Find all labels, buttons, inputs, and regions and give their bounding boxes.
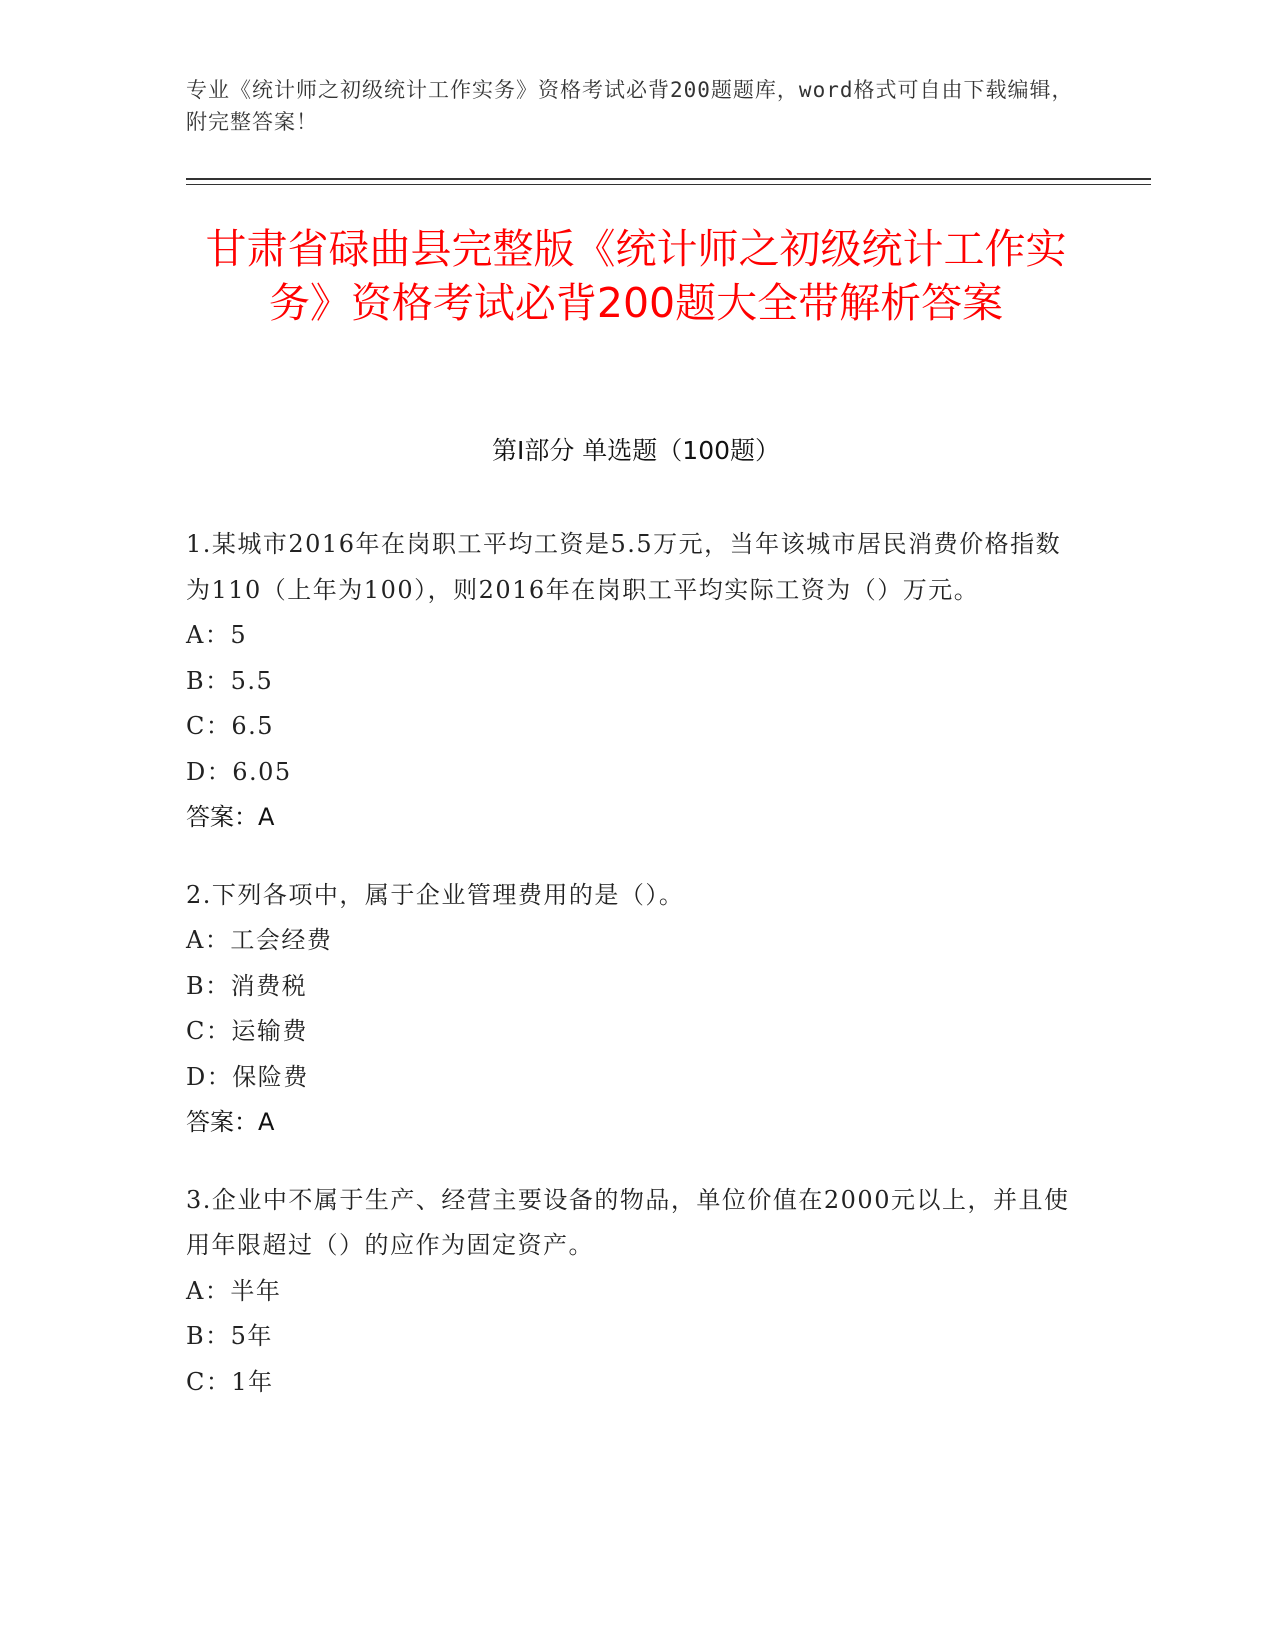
- option-c: C：6.5: [186, 712, 275, 740]
- question-text: 2.下列各项中，属于企业管理费用的是（）。: [186, 880, 685, 909]
- header-divider-thick: [186, 178, 1151, 180]
- question-3: [186, 1178, 1086, 1406]
- question-2: [186, 873, 1086, 1146]
- document-title: 甘肃省碌曲县完整版《统计师之初级统计工作实务》资格考试必背200题大全带解析答案: [205, 225, 1067, 327]
- option-a: A：5: [186, 621, 248, 649]
- header-divider-thin: [186, 184, 1151, 185]
- question-text: 3.企业中不属于生产、经营主要设备的物品，单位价值在2000元以上，并且使用年限超过（）的应作为固定资产。: [186, 1185, 1070, 1259]
- option-c: C：1年: [186, 1367, 274, 1396]
- option-b: B：消费税: [186, 971, 308, 1000]
- section-heading: 第I部分 单选题（100题）: [491, 436, 781, 465]
- option-c: C：运输费: [186, 1017, 308, 1045]
- option-b: B：5年: [186, 1322, 273, 1350]
- option-b: B：5.5: [186, 666, 274, 695]
- option-a: A：半年: [186, 1276, 282, 1305]
- answer: 答案：A: [186, 1108, 275, 1136]
- option-d: D：6.05: [186, 757, 292, 786]
- answer: 答案：A: [186, 803, 275, 831]
- header-note: 专业《统计师之初级统计工作实务》资格考试必背200题题库，word格式可自由下载编辑，附完整答案！: [186, 78, 1074, 134]
- question-1: [186, 522, 1086, 841]
- option-d: D：保险费: [186, 1062, 309, 1091]
- question-text: 1.某城市2016年在岗职工平均工资是5.5万元，当年该城市居民消费价格指数为110（上年为100），则2016年在岗职工平均实际工资为（）万元。: [186, 530, 1062, 604]
- option-a: A：工会经费: [186, 926, 333, 954]
- question-list: [186, 522, 1086, 1437]
